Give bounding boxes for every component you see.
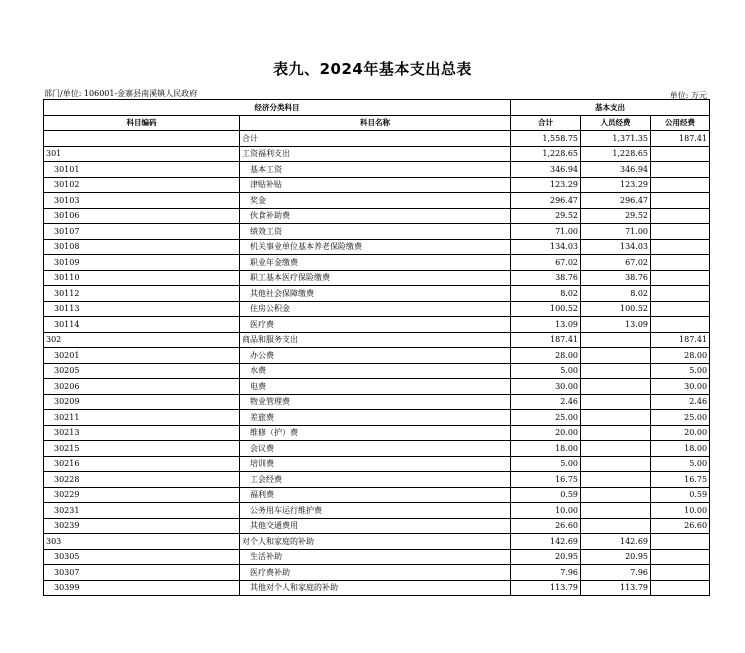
- cell-personnel: 29.52: [581, 208, 651, 224]
- table-row: [44, 146, 710, 162]
- cell-personnel: [581, 332, 651, 348]
- cell-public: [651, 317, 710, 333]
- cell-name: 津贴补贴: [240, 177, 511, 193]
- cell-total: 25.00: [511, 410, 581, 426]
- cell-public: 10.00: [651, 503, 710, 519]
- cell-personnel: [581, 394, 651, 410]
- cell-total: 5.00: [511, 363, 581, 379]
- cell-name: 水费: [240, 363, 511, 379]
- cell-personnel: [581, 363, 651, 379]
- cell-personnel: 1,228.65: [581, 146, 651, 162]
- cell-total: 142.69: [511, 534, 581, 550]
- cell-personnel: 71.00: [581, 224, 651, 240]
- cell-total: 71.00: [511, 224, 581, 240]
- unit-label: 单位: 万元: [669, 91, 707, 100]
- cell-total: 29.52: [511, 208, 581, 224]
- cell-total: 113.79: [511, 580, 581, 596]
- header-basic-expenditure: 基本支出: [511, 100, 710, 116]
- cell-name: 商品和服务支出: [240, 332, 511, 348]
- cell-total: 100.52: [511, 301, 581, 317]
- cell-public: [651, 193, 710, 209]
- cell-name: 工资福利支出: [240, 146, 511, 162]
- header-personnel: 人员经费: [581, 115, 651, 131]
- table-row: [44, 317, 710, 333]
- cell-name: 会议费: [240, 441, 511, 457]
- table-row: [44, 503, 710, 519]
- cell-code: 30107: [44, 224, 240, 240]
- table-row: [44, 472, 710, 488]
- cell-public: 28.00: [651, 348, 710, 364]
- cell-personnel: [581, 348, 651, 364]
- cell-personnel: 67.02: [581, 255, 651, 271]
- cell-total: 7.96: [511, 565, 581, 581]
- table-row: [44, 394, 710, 410]
- cell-total: 38.76: [511, 270, 581, 286]
- cell-total: 20.95: [511, 549, 581, 565]
- cell-name: 电费: [240, 379, 511, 395]
- cell-total: 10.00: [511, 503, 581, 519]
- table-row: [44, 549, 710, 565]
- cell-name: 奖金: [240, 193, 511, 209]
- cell-public: 187.41: [651, 332, 710, 348]
- cell-total: 67.02: [511, 255, 581, 271]
- cell-code: 30110: [44, 270, 240, 286]
- cell-code: 30114: [44, 317, 240, 333]
- cell-personnel: 113.79: [581, 580, 651, 596]
- header-column-row: [44, 115, 710, 131]
- cell-code: 30106: [44, 208, 240, 224]
- cell-name: 其他交通费用: [240, 518, 511, 534]
- table-row: [44, 518, 710, 534]
- cell-total: 187.41: [511, 332, 581, 348]
- cell-code: 30206: [44, 379, 240, 395]
- cell-total: 30.00: [511, 379, 581, 395]
- cell-total: 5.00: [511, 456, 581, 472]
- cell-personnel: 123.29: [581, 177, 651, 193]
- cell-public: [651, 224, 710, 240]
- cell-name: 医疗费补助: [240, 565, 511, 581]
- cell-name: 其他对个人和家庭的补助: [240, 580, 511, 596]
- cell-name: 伙食补助费: [240, 208, 511, 224]
- table-row: [44, 131, 710, 147]
- cell-personnel: 20.95: [581, 549, 651, 565]
- cell-name: 医疗费: [240, 317, 511, 333]
- cell-public: [651, 549, 710, 565]
- table-row: [44, 286, 710, 302]
- cell-personnel: 8.02: [581, 286, 651, 302]
- cell-public: [651, 534, 710, 550]
- cell-total: 13.09: [511, 317, 581, 333]
- cell-public: 26.60: [651, 518, 710, 534]
- cell-public: [651, 286, 710, 302]
- department-label: 部门/单位: 106001-金寨县南溪镇人民政府: [44, 89, 198, 98]
- cell-personnel: [581, 503, 651, 519]
- cell-personnel: 142.69: [581, 534, 651, 550]
- cell-personnel: 296.47: [581, 193, 651, 209]
- table-row: [44, 208, 710, 224]
- cell-name: 合计: [240, 131, 511, 147]
- cell-personnel: [581, 410, 651, 426]
- header-total: 合计: [511, 115, 581, 131]
- cell-code: 30112: [44, 286, 240, 302]
- cell-public: 20.00: [651, 425, 710, 441]
- table-row: [44, 580, 710, 596]
- cell-code: 30399: [44, 580, 240, 596]
- cell-name: 其他社会保障缴费: [240, 286, 511, 302]
- cell-public: 2.46: [651, 394, 710, 410]
- cell-total: 2.46: [511, 394, 581, 410]
- cell-personnel: [581, 472, 651, 488]
- cell-total: 134.03: [511, 239, 581, 255]
- table-row: [44, 379, 710, 395]
- table-row: [44, 565, 710, 581]
- cell-code: 303: [44, 534, 240, 550]
- cell-code: 30101: [44, 162, 240, 178]
- cell-personnel: 134.03: [581, 239, 651, 255]
- table-row: [44, 239, 710, 255]
- cell-code: 30213: [44, 425, 240, 441]
- cell-code: 30228: [44, 472, 240, 488]
- cell-code: 30216: [44, 456, 240, 472]
- cell-code: 301: [44, 146, 240, 162]
- cell-code: 302: [44, 332, 240, 348]
- cell-code: 30239: [44, 518, 240, 534]
- cell-code: 30231: [44, 503, 240, 519]
- cell-personnel: [581, 425, 651, 441]
- table-row: [44, 441, 710, 457]
- header-code: 科目编码: [44, 115, 240, 131]
- cell-total: 20.00: [511, 425, 581, 441]
- cell-name: 机关事业单位基本养老保险缴费: [240, 239, 511, 255]
- cell-name: 生活补助: [240, 549, 511, 565]
- cell-public: [651, 255, 710, 271]
- table-row: [44, 425, 710, 441]
- cell-public: [651, 301, 710, 317]
- cell-total: 28.00: [511, 348, 581, 364]
- cell-public: [651, 208, 710, 224]
- cell-personnel: [581, 487, 651, 503]
- cell-name: 培训费: [240, 456, 511, 472]
- cell-code: 30108: [44, 239, 240, 255]
- cell-code: 30215: [44, 441, 240, 457]
- table-row: [44, 255, 710, 271]
- cell-code: 30305: [44, 549, 240, 565]
- table-row: [44, 456, 710, 472]
- table-row: [44, 487, 710, 503]
- header-group-row: [44, 100, 710, 116]
- cell-name: 基本工资: [240, 162, 511, 178]
- cell-public: 25.00: [651, 410, 710, 426]
- cell-total: 18.00: [511, 441, 581, 457]
- cell-personnel: [581, 379, 651, 395]
- cell-name: 工会经费: [240, 472, 511, 488]
- cell-code: 30209: [44, 394, 240, 410]
- cell-public: [651, 162, 710, 178]
- cell-public: 187.41: [651, 131, 710, 147]
- cell-personnel: 38.76: [581, 270, 651, 286]
- cell-name: 住房公积金: [240, 301, 511, 317]
- cell-personnel: 100.52: [581, 301, 651, 317]
- cell-total: 26.60: [511, 518, 581, 534]
- cell-public: [651, 146, 710, 162]
- table-row: [44, 177, 710, 193]
- table-row: [44, 410, 710, 426]
- page-title: 表九、2024年基本支出总表: [273, 60, 472, 78]
- cell-total: 8.02: [511, 286, 581, 302]
- cell-public: [651, 270, 710, 286]
- cell-public: [651, 580, 710, 596]
- cell-code: 30103: [44, 193, 240, 209]
- cell-name: 办公费: [240, 348, 511, 364]
- cell-public: 0.59: [651, 487, 710, 503]
- cell-public: [651, 177, 710, 193]
- cell-code: [44, 131, 240, 147]
- table-row: [44, 363, 710, 379]
- cell-public: [651, 239, 710, 255]
- cell-code: 30205: [44, 363, 240, 379]
- header-name: 科目名称: [240, 115, 511, 131]
- cell-total: 123.29: [511, 177, 581, 193]
- cell-public: 30.00: [651, 379, 710, 395]
- cell-public: 16.75: [651, 472, 710, 488]
- cell-name: 福利费: [240, 487, 511, 503]
- cell-name: 职业年金缴费: [240, 255, 511, 271]
- cell-name: 维修（护）费: [240, 425, 511, 441]
- cell-personnel: 13.09: [581, 317, 651, 333]
- expenditure-table: [43, 99, 710, 596]
- table-row: [44, 332, 710, 348]
- cell-name: 对个人和家庭的补助: [240, 534, 511, 550]
- cell-total: 346.94: [511, 162, 581, 178]
- table-row: [44, 193, 710, 209]
- cell-personnel: 7.96: [581, 565, 651, 581]
- cell-public: 5.00: [651, 363, 710, 379]
- cell-code: 30109: [44, 255, 240, 271]
- cell-code: 30201: [44, 348, 240, 364]
- cell-code: 30307: [44, 565, 240, 581]
- table-body: [44, 131, 710, 596]
- cell-total: 1,228.65: [511, 146, 581, 162]
- header-economic-classification: 经济分类科目: [44, 100, 511, 116]
- cell-name: 职工基本医疗保险缴费: [240, 270, 511, 286]
- table-row: [44, 224, 710, 240]
- cell-code: 30102: [44, 177, 240, 193]
- table-row: [44, 270, 710, 286]
- cell-code: 30229: [44, 487, 240, 503]
- cell-total: 296.47: [511, 193, 581, 209]
- cell-personnel: [581, 456, 651, 472]
- table-row: [44, 534, 710, 550]
- cell-public: [651, 565, 710, 581]
- header-public: 公用经费: [651, 115, 710, 131]
- cell-total: 16.75: [511, 472, 581, 488]
- table-row: [44, 162, 710, 178]
- cell-name: 差旅费: [240, 410, 511, 426]
- cell-personnel: 346.94: [581, 162, 651, 178]
- table-row: [44, 301, 710, 317]
- cell-personnel: [581, 441, 651, 457]
- table-row: [44, 348, 710, 364]
- cell-personnel: [581, 518, 651, 534]
- cell-personnel: 1,371.35: [581, 131, 651, 147]
- cell-total: 0.59: [511, 487, 581, 503]
- cell-public: 18.00: [651, 441, 710, 457]
- cell-name: 公务用车运行维护费: [240, 503, 511, 519]
- cell-code: 30211: [44, 410, 240, 426]
- cell-public: 5.00: [651, 456, 710, 472]
- cell-name: 物业管理费: [240, 394, 511, 410]
- cell-total: 1,558.75: [511, 131, 581, 147]
- cell-code: 30113: [44, 301, 240, 317]
- cell-name: 绩效工资: [240, 224, 511, 240]
